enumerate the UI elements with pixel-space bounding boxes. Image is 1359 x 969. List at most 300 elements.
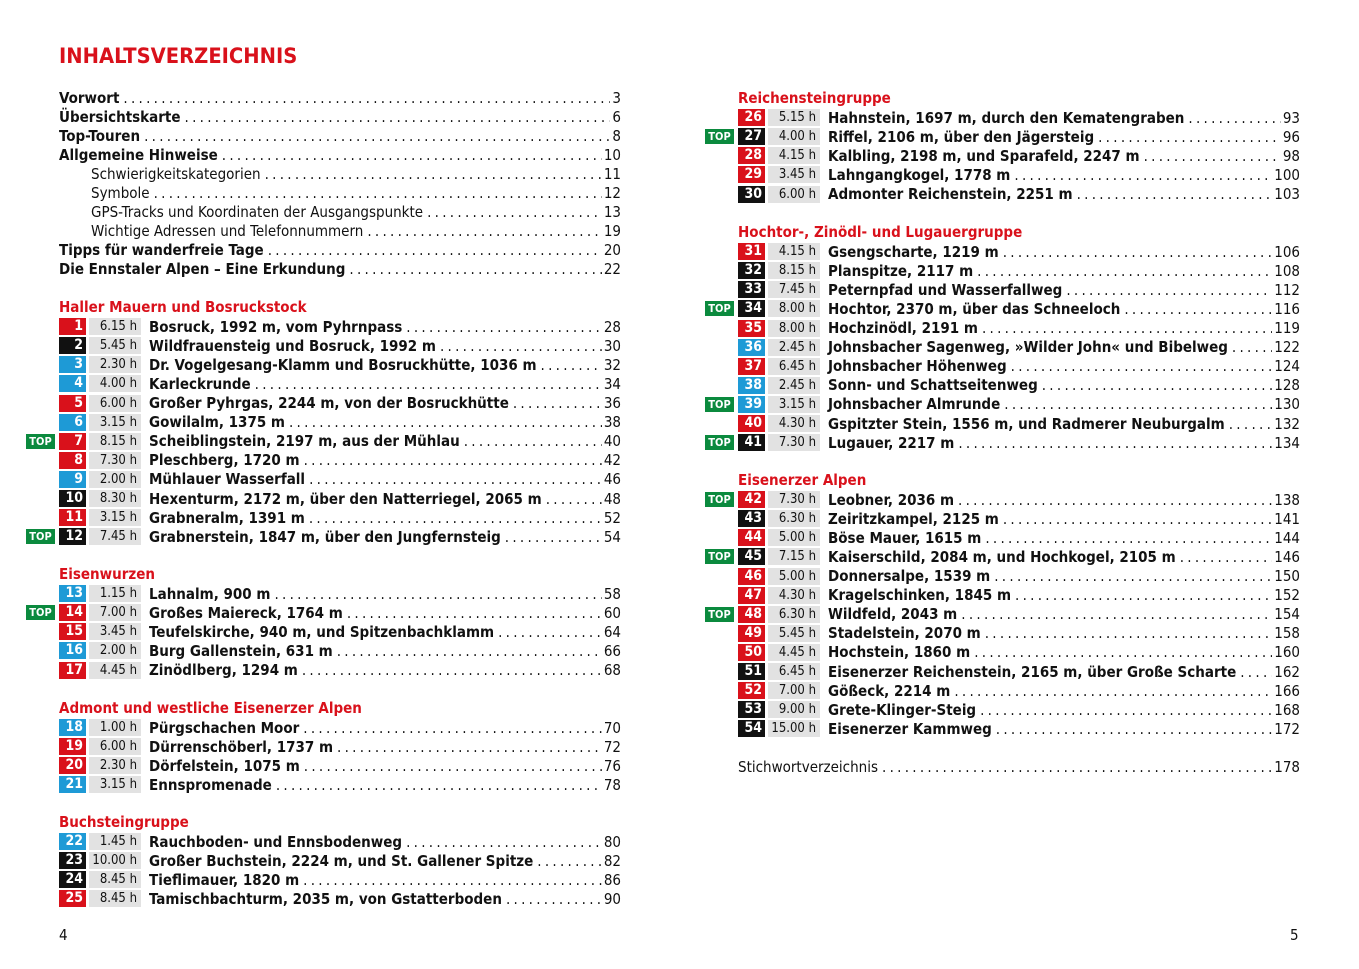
tour-page: 90 (603, 889, 621, 908)
leader-dots (985, 624, 1273, 642)
tour-title: Mühlauer Wasserfall (149, 470, 306, 489)
tour-number-badge: 41 (738, 434, 765, 451)
top-badge: TOP (705, 435, 734, 450)
toc-entry-label: Vorwort (59, 88, 120, 107)
tour-row[interactable] (708, 299, 1300, 318)
tour-page: 70 (603, 718, 621, 737)
tour-number-badge: 4 (59, 375, 86, 392)
tour-row[interactable] (738, 165, 1300, 184)
tour-duration: 4.00 h (768, 128, 820, 145)
tour-row[interactable] (738, 700, 1300, 719)
tour-row[interactable] (738, 414, 1300, 433)
leader-dots (506, 890, 602, 908)
tour-number-badge: 10 (59, 490, 86, 507)
tour-title: Pleschberg, 1720 m (149, 451, 300, 470)
tour-number-badge: 50 (738, 644, 765, 661)
tour-page: 52 (603, 508, 621, 527)
tour-row[interactable] (59, 851, 621, 870)
leader-dots (337, 642, 602, 660)
leader-dots (996, 720, 1272, 738)
tour-page: 80 (603, 832, 621, 851)
tour-row[interactable] (708, 490, 1300, 509)
tour-row[interactable] (59, 756, 621, 775)
leader-dots (222, 146, 602, 164)
tour-page: 98 (1282, 146, 1300, 165)
leader-dots (289, 413, 602, 431)
tour-row[interactable] (59, 737, 621, 756)
toc-entry[interactable] (59, 88, 621, 107)
tour-duration: 1.00 h (89, 719, 141, 736)
section-heading: Eisenerzer Alpen (738, 471, 867, 489)
tour-title: Rauchboden- und Ennsbodenweg (149, 832, 403, 851)
tour-number-badge: 31 (738, 243, 765, 260)
tour-page: 48 (603, 489, 621, 508)
tour-row[interactable] (738, 662, 1300, 681)
tour-row[interactable] (738, 376, 1300, 395)
tour-number-badge: 51 (738, 663, 765, 680)
tour-row[interactable] (59, 470, 621, 489)
tour-page: 66 (603, 641, 621, 660)
tour-title: Dr. Vogelgesang-Klamm und Bosruckhütte, 1036 m (149, 355, 537, 374)
tour-title: Tieflimauer, 1820 m (149, 870, 300, 889)
tour-title: Johnsbacher Höhenweg (828, 357, 1007, 376)
tour-row[interactable] (59, 661, 621, 680)
tour-duration: 5.00 h (768, 568, 820, 585)
tour-number-badge: 45 (738, 548, 765, 565)
toc-entry-page: 8 (612, 126, 621, 145)
tour-row[interactable] (738, 338, 1300, 357)
leader-dots (1003, 243, 1273, 261)
tour-number-badge: 48 (738, 606, 765, 623)
top-badge: TOP (705, 397, 734, 412)
tour-number-badge: 34 (738, 300, 765, 317)
leader-dots (304, 451, 602, 469)
tour-row[interactable] (738, 261, 1300, 280)
leader-dots (977, 262, 1272, 280)
tour-title: Böse Mauer, 1615 m (828, 528, 982, 547)
tour-title: Eisenerzer Reichenstein, 2165 m, über Große Scharte (828, 662, 1237, 681)
tour-row[interactable] (59, 489, 621, 508)
leader-dots (406, 833, 602, 851)
tour-row[interactable] (59, 832, 621, 851)
tour-title: Wildfrauensteig und Bosruck, 1992 m (149, 336, 436, 355)
leader-dots (349, 260, 601, 278)
tour-page: 152 (1274, 586, 1300, 605)
toc-entry[interactable] (59, 107, 621, 126)
tour-row[interactable] (59, 622, 621, 641)
tour-row[interactable] (738, 528, 1300, 547)
leader-dots (304, 757, 602, 775)
tour-row[interactable] (29, 527, 621, 546)
tour-row[interactable] (738, 567, 1300, 586)
tour-page: 93 (1282, 108, 1300, 127)
tour-number-badge: 29 (738, 166, 765, 183)
tour-number-badge: 54 (738, 720, 765, 737)
tour-row[interactable] (738, 509, 1300, 528)
tour-number-badge: 39 (738, 396, 765, 413)
tour-page: 124 (1274, 357, 1300, 376)
tour-row[interactable] (738, 185, 1300, 204)
tour-number-badge: 24 (59, 871, 86, 888)
leader-dots (440, 337, 602, 355)
leader-dots (347, 604, 602, 622)
tour-number-badge: 47 (738, 587, 765, 604)
toc-entry[interactable] (59, 222, 621, 241)
tour-page: 160 (1274, 643, 1300, 662)
toc-entry-label: Schwierigkeitskategorien (91, 164, 261, 183)
tour-duration: 3.15 h (89, 776, 141, 793)
tour-title: Johnsbacher Almrunde (828, 395, 1001, 414)
tour-number-badge: 35 (738, 320, 765, 337)
top-badge: TOP (26, 434, 55, 449)
top-badge: TOP (705, 607, 734, 622)
tour-row[interactable] (59, 355, 621, 374)
tour-page: 54 (603, 527, 621, 546)
leader-dots (274, 585, 601, 603)
tour-row[interactable] (29, 603, 621, 622)
tour-number-badge: 5 (59, 395, 86, 412)
tour-duration: 6.45 h (768, 358, 820, 375)
tour-duration: 6.45 h (768, 663, 820, 680)
tour-page: 168 (1274, 700, 1300, 719)
tour-number-badge: 37 (738, 358, 765, 375)
tour-title: Großer Pyhrgas, 2244 m, von der Bosruckhütte (149, 394, 509, 412)
tour-page: 132 (1274, 414, 1300, 433)
tour-number-badge: 6 (59, 414, 86, 431)
tour-title: Dörfelstein, 1075 m (149, 756, 300, 775)
tour-row[interactable] (59, 718, 621, 737)
tour-page: 162 (1274, 662, 1300, 681)
tour-title: Leobner, 2036 m (828, 490, 955, 509)
leader-dots (505, 528, 602, 546)
leader-dots (185, 108, 611, 126)
tour-page: 166 (1274, 681, 1300, 700)
tour-row[interactable] (738, 319, 1300, 338)
tour-row[interactable] (59, 775, 621, 794)
tour-row[interactable] (59, 641, 621, 660)
tour-duration: 3.15 h (89, 509, 141, 526)
tour-duration: 7.00 h (89, 604, 141, 621)
tour-number-badge: 32 (738, 262, 765, 279)
leader-dots (882, 758, 1272, 776)
toc-entry-label: GPS-Tracks und Koordinaten der Ausgangspunkte (91, 203, 424, 222)
toc-entry[interactable] (59, 260, 621, 279)
tour-row[interactable] (59, 336, 621, 355)
tour-row[interactable] (738, 719, 1300, 738)
tour-duration: 4.30 h (768, 415, 820, 432)
tour-row[interactable] (738, 146, 1300, 165)
tour-duration: 5.45 h (768, 625, 820, 642)
tour-page: 128 (1274, 376, 1300, 395)
tour-number-badge: 20 (59, 757, 86, 774)
toc-entry[interactable] (59, 145, 621, 164)
leader-dots (144, 127, 610, 145)
tour-row[interactable] (708, 547, 1300, 566)
leader-dots (154, 184, 602, 202)
tour-duration: 8.45 h (89, 871, 141, 888)
tour-page: 82 (603, 851, 621, 870)
section-heading: Eisenwurzen (59, 565, 155, 583)
leader-dots (1188, 109, 1280, 127)
leader-dots (537, 852, 602, 870)
toc-entry-page: 13 (603, 203, 621, 222)
tour-duration: 8.00 h (768, 300, 820, 317)
leader-dots (498, 623, 602, 641)
tour-duration: 6.00 h (89, 395, 141, 412)
tour-page: 150 (1274, 567, 1300, 585)
tour-duration: 8.15 h (89, 433, 141, 450)
toc-entry[interactable] (59, 184, 621, 203)
tour-page: 46 (603, 470, 621, 489)
tour-number-badge: 28 (738, 147, 765, 164)
tour-number-badge: 7 (59, 433, 86, 450)
tour-title: Hochtor, 2370 m, über das Schneeloch (828, 299, 1121, 318)
tour-row[interactable] (59, 413, 621, 432)
tour-row[interactable] (59, 889, 621, 908)
toc-entry[interactable] (59, 126, 621, 145)
leader-dots (464, 432, 602, 450)
leader-dots (994, 567, 1272, 585)
tour-title: Teufelskirche, 940 m, und Spitzenbachklamm (149, 622, 495, 641)
leader-dots (255, 375, 602, 393)
tour-duration: 8.15 h (768, 262, 820, 279)
tour-row[interactable] (59, 374, 621, 393)
tour-page: 144 (1274, 528, 1300, 547)
tour-row[interactable] (59, 394, 621, 413)
tour-title: Hochstein, 1860 m (828, 643, 971, 662)
tour-page: 30 (603, 336, 621, 355)
tour-page: 172 (1274, 719, 1300, 738)
leader-dots (958, 491, 1272, 509)
tour-title: Lahnalm, 900 m (149, 584, 271, 603)
tour-number-badge: 16 (59, 642, 86, 659)
tour-row[interactable] (738, 280, 1300, 299)
tour-number-badge: 52 (738, 682, 765, 699)
leader-dots (276, 776, 602, 794)
page-number-right: 5 (1290, 926, 1299, 944)
leader-dots (974, 643, 1272, 661)
tour-number-badge: 49 (738, 625, 765, 642)
tour-row[interactable] (59, 508, 621, 527)
leader-dots (337, 738, 602, 756)
tour-duration: 9.00 h (768, 701, 820, 718)
leader-dots (1015, 586, 1272, 604)
tour-number-badge: 22 (59, 833, 86, 850)
tour-duration: 7.00 h (768, 682, 820, 699)
top-badge: TOP (705, 492, 734, 507)
tour-page: 122 (1274, 338, 1300, 357)
tour-number-badge: 33 (738, 281, 765, 298)
tour-duration: 8.00 h (768, 320, 820, 337)
leader-dots (303, 719, 602, 737)
tour-row[interactable] (738, 624, 1300, 643)
tour-title: Hahnstein, 1697 m, durch den Kematengraben (828, 108, 1185, 127)
leader-dots (1229, 415, 1273, 433)
tour-page: 116 (1274, 299, 1300, 318)
toc-entry-page: 20 (603, 241, 621, 260)
tour-page: 106 (1274, 242, 1300, 261)
leader-dots (268, 241, 602, 259)
index-entry[interactable] (738, 757, 1300, 776)
tour-duration: 4.45 h (768, 644, 820, 661)
tour-row[interactable] (59, 870, 621, 889)
tour-title: Gspitzter Stein, 1556 m, und Radmerer Neuburgalm (828, 414, 1225, 433)
tour-title: Burg Gallenstein, 631 m (149, 641, 333, 660)
tour-title: Dürrenschöberl, 1737 m (149, 737, 334, 756)
leader-dots (513, 394, 602, 412)
tour-row[interactable] (59, 451, 621, 470)
tour-page: 78 (603, 775, 621, 794)
toc-entry[interactable] (59, 241, 621, 260)
page-number-left: 4 (59, 926, 68, 944)
leader-dots (954, 682, 1272, 700)
tour-duration: 6.30 h (768, 606, 820, 623)
leader-dots (1098, 128, 1281, 146)
tour-title: Grabnerstein, 1847 m, über den Jungfernsteig (149, 527, 501, 546)
tour-page: 103 (1274, 185, 1300, 203)
section-heading: Hochtor-, Zinödl- und Lugauergruppe (738, 223, 1023, 241)
tour-number-badge: 42 (738, 491, 765, 508)
tour-number-badge: 9 (59, 471, 86, 488)
tour-row[interactable] (29, 432, 621, 451)
tour-duration: 7.30 h (768, 491, 820, 508)
top-badge: TOP (26, 605, 55, 620)
tour-title: Karleckrunde (149, 374, 251, 393)
leader-dots (958, 434, 1272, 452)
tour-title: Donnersalpe, 1539 m (828, 567, 991, 585)
tour-row[interactable] (708, 127, 1300, 146)
tour-page: 158 (1274, 624, 1300, 643)
tour-number-badge: 14 (59, 604, 86, 621)
leader-dots (309, 509, 602, 527)
tour-number-badge: 19 (59, 738, 86, 755)
tour-row[interactable] (708, 605, 1300, 624)
tour-duration: 7.45 h (89, 528, 141, 545)
tour-page: 42 (603, 451, 621, 470)
tour-page: 60 (603, 603, 621, 622)
tour-page: 68 (603, 661, 621, 679)
tour-duration: 5.15 h (768, 109, 820, 126)
tour-row[interactable] (59, 584, 621, 603)
tour-duration: 4.30 h (768, 587, 820, 604)
tour-page: 141 (1274, 509, 1300, 528)
toc-entry[interactable] (59, 164, 621, 183)
tour-page: 34 (603, 374, 621, 393)
tour-page: 146 (1274, 547, 1300, 566)
tour-duration: 4.45 h (89, 662, 141, 679)
section-heading: Haller Mauern und Bosruckstock (59, 298, 307, 316)
tour-title: Stadelstein, 2070 m (828, 624, 981, 643)
tour-row[interactable] (708, 433, 1300, 452)
tour-title: Gsengscharte, 1219 m (828, 242, 999, 261)
toc-entry-label: Allgemeine Hinweise (59, 145, 218, 164)
tour-page: 86 (603, 870, 621, 889)
section-heading: Reichensteingruppe (738, 89, 891, 107)
tour-number-badge: 44 (738, 529, 765, 546)
toc-entry-page: 22 (603, 260, 621, 279)
leader-dots (961, 605, 1272, 623)
leader-dots (985, 529, 1272, 547)
tour-row[interactable] (738, 681, 1300, 700)
tour-duration: 2.00 h (89, 471, 141, 488)
tour-title: Kragelschinken, 1845 m (828, 586, 1012, 605)
leader-dots (265, 165, 602, 183)
tour-duration: 10.00 h (89, 852, 141, 869)
leader-dots (1066, 281, 1272, 299)
toc-entry[interactable] (59, 203, 621, 222)
tour-duration: 7.30 h (89, 452, 141, 469)
tour-duration: 5.45 h (89, 337, 141, 354)
tour-number-badge: 23 (59, 852, 86, 869)
tour-title: Kalbling, 2198 m, und Sparafeld, 2247 m (828, 146, 1140, 165)
toc-entry-page: 10 (603, 145, 621, 164)
tour-row[interactable] (738, 108, 1300, 127)
tour-number-badge: 2 (59, 337, 86, 354)
tour-page: 32 (603, 355, 621, 374)
tour-title: Pürgschachen Moor (149, 718, 300, 737)
leader-dots (367, 222, 602, 240)
toc-entry-label: Top-Touren (59, 126, 141, 145)
tour-duration: 5.00 h (768, 529, 820, 546)
tour-duration: 15.00 h (768, 720, 820, 737)
tour-title: Kaiserschild, 2084 m, und Hochkogel, 2105 m (828, 547, 1176, 566)
tour-duration: 2.30 h (89, 757, 141, 774)
tour-title: Scheiblingstein, 2197 m, aus der Mühlau (149, 432, 460, 451)
tour-duration: 6.15 h (89, 318, 141, 335)
tour-duration: 4.15 h (768, 147, 820, 164)
top-badge: TOP (26, 529, 55, 544)
tour-number-badge: 38 (738, 377, 765, 394)
tour-duration: 3.15 h (768, 396, 820, 413)
leader-dots (1232, 338, 1272, 356)
tour-number-badge: 46 (738, 568, 765, 585)
tour-row[interactable] (738, 357, 1300, 376)
tour-row[interactable] (738, 586, 1300, 605)
tour-row[interactable] (708, 395, 1300, 414)
toc-entry-label: Übersichtskarte (59, 107, 181, 126)
leader-dots (1014, 166, 1272, 184)
tour-row[interactable] (738, 643, 1300, 662)
tour-page: 40 (603, 432, 621, 451)
top-badge: TOP (705, 301, 734, 316)
tour-duration: 2.45 h (768, 339, 820, 356)
tour-duration: 3.15 h (89, 414, 141, 431)
tour-number-badge: 27 (738, 128, 765, 145)
leader-dots (546, 490, 602, 508)
tour-number-badge: 26 (738, 109, 765, 126)
tour-number-badge: 18 (59, 719, 86, 736)
tour-title: Zinödlberg, 1294 m (149, 661, 298, 679)
tour-page: 108 (1274, 261, 1300, 280)
leader-dots (541, 356, 602, 374)
tour-row[interactable] (59, 317, 621, 336)
page-title: INHALTSVERZEICHNIS (59, 44, 298, 68)
tour-number-badge: 53 (738, 701, 765, 718)
tour-page: 38 (603, 413, 621, 432)
toc-entry-label: Tipps für wanderfreie Tage (59, 241, 264, 260)
tour-duration: 2.00 h (89, 642, 141, 659)
tour-duration: 4.00 h (89, 375, 141, 392)
tour-number-badge: 12 (59, 528, 86, 545)
section-heading: Buchsteingruppe (59, 813, 189, 831)
tour-row[interactable] (738, 242, 1300, 261)
top-badge: TOP (705, 549, 734, 564)
tour-title: Ennspromenade (149, 775, 272, 794)
tour-number-badge: 21 (59, 776, 86, 793)
top-badge: TOP (705, 129, 734, 144)
toc-entry-page: 178 (1274, 757, 1300, 776)
tour-title: Gowilalm, 1375 m (149, 413, 285, 432)
